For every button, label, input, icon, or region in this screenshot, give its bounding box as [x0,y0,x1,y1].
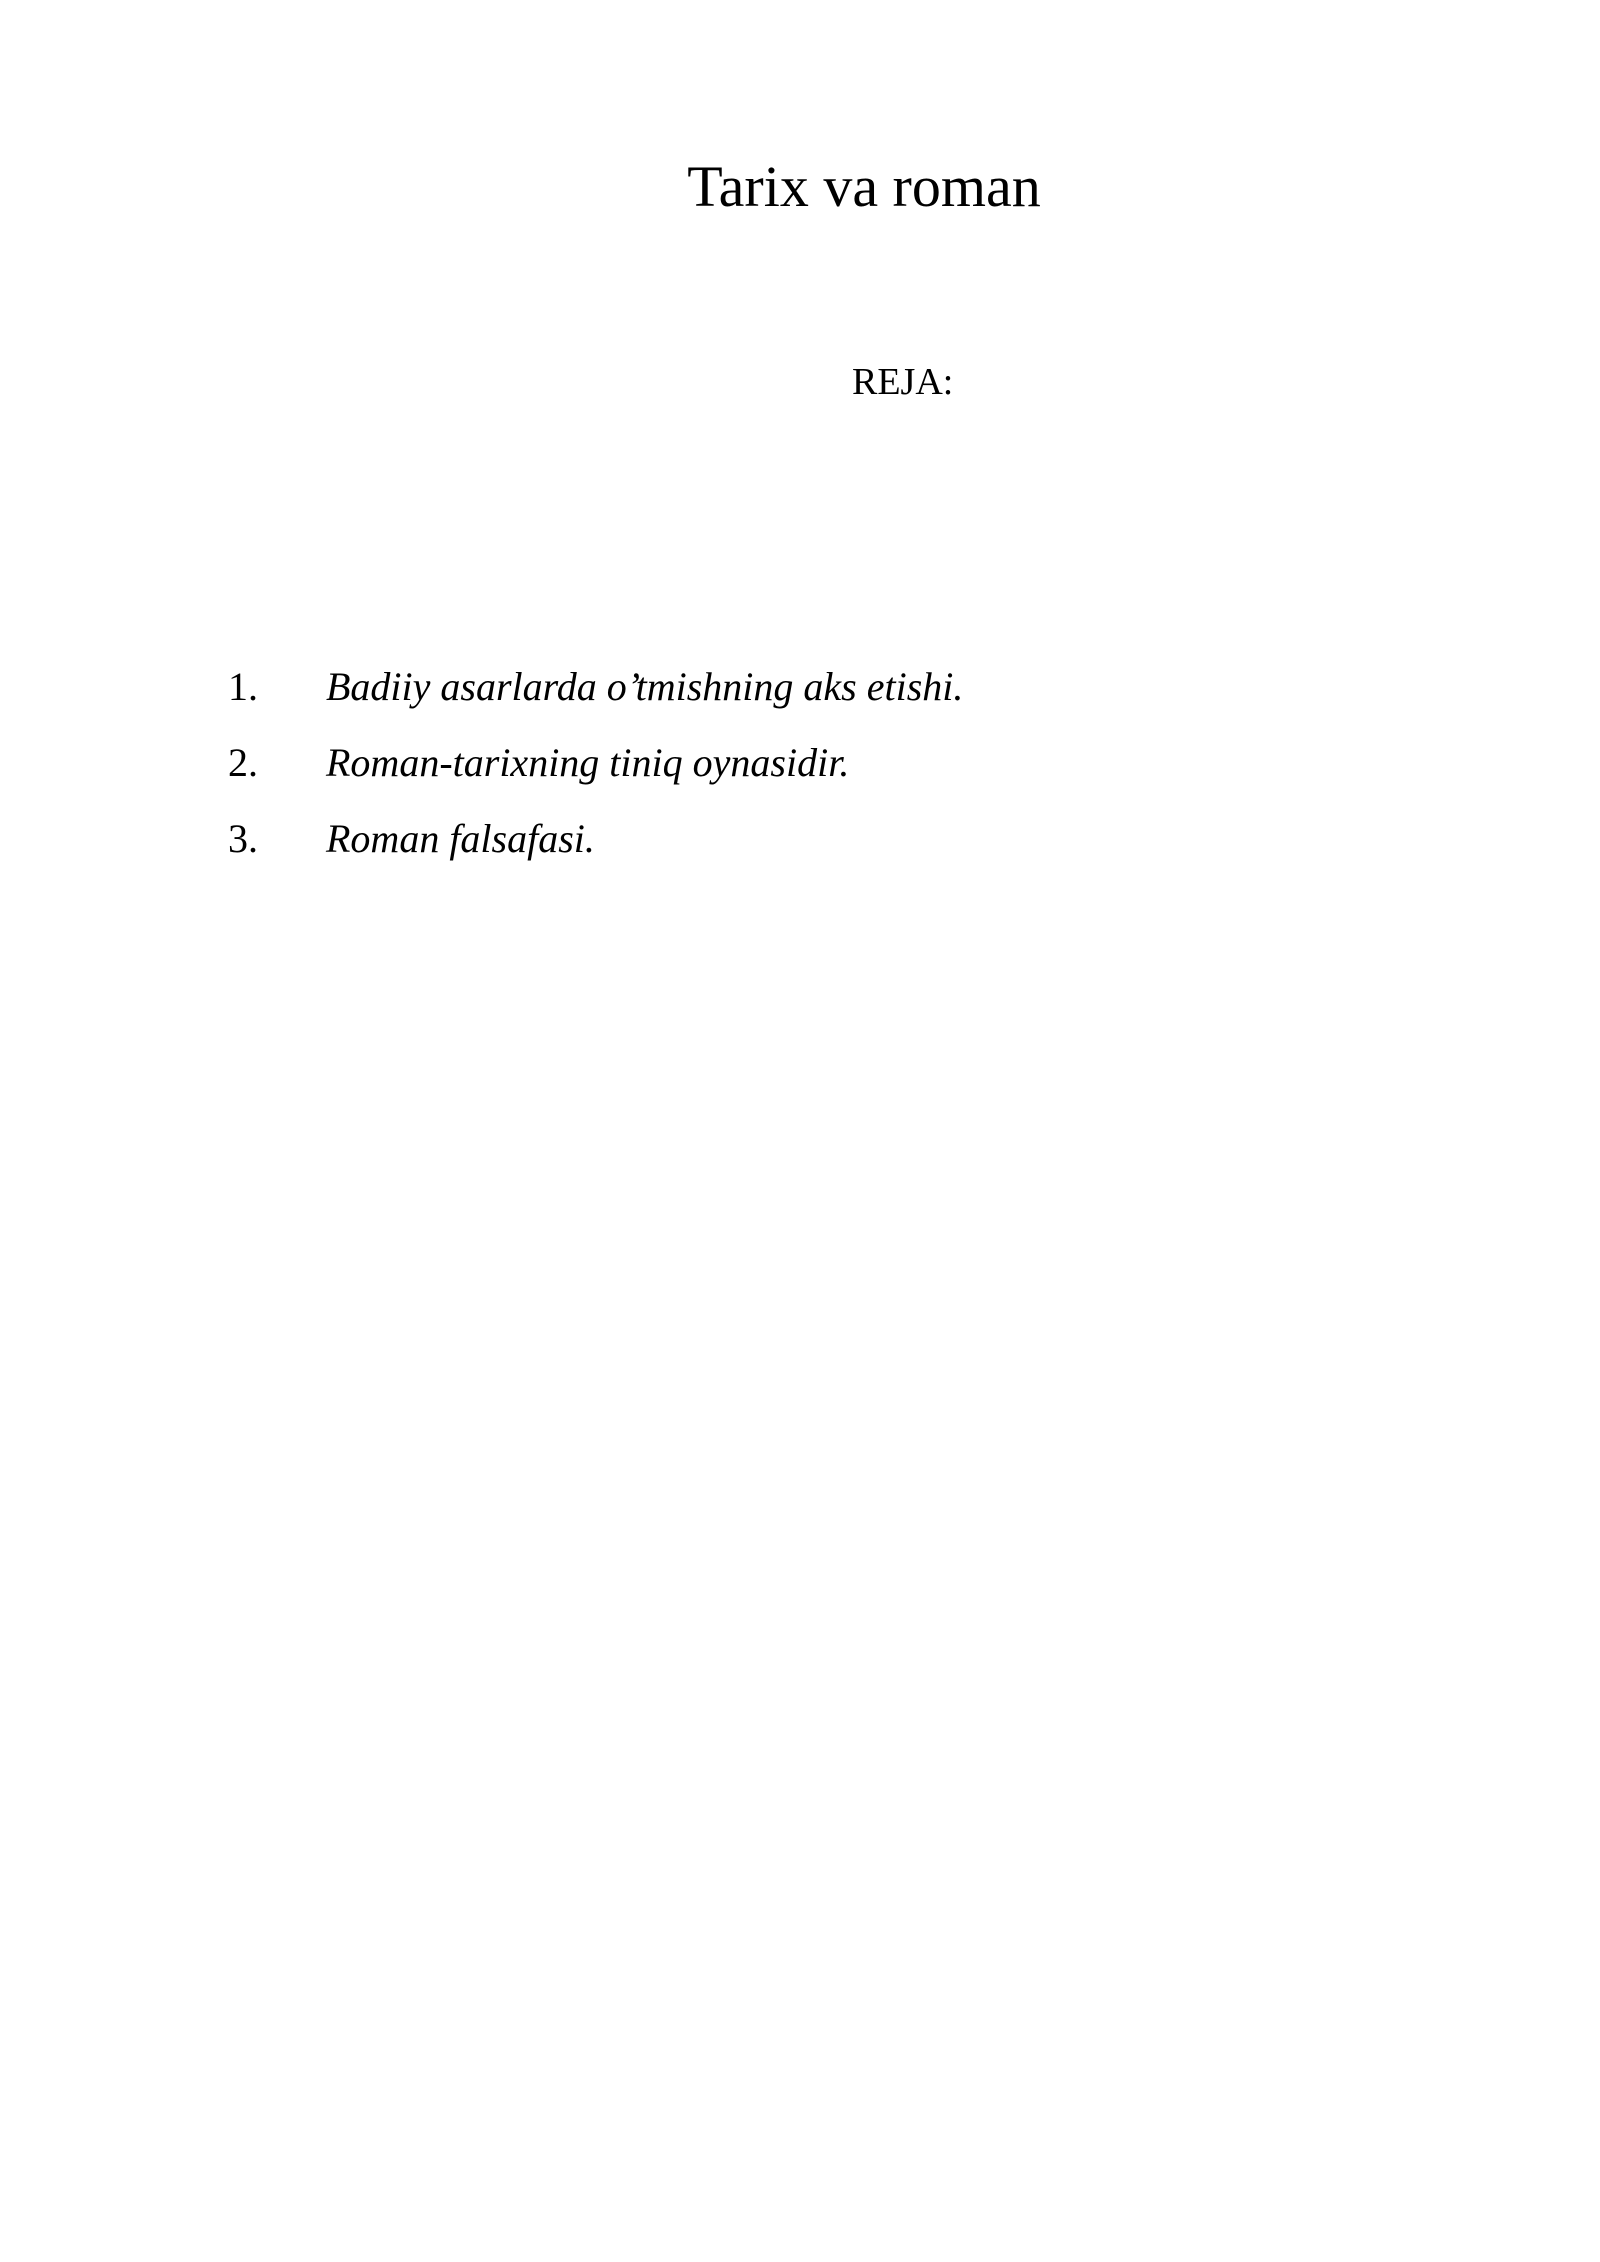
plan-heading: REJA: [852,361,954,403]
document-title: Tarix va roman [687,154,1041,219]
plan-item-text: Roman falsafasi. [326,816,595,861]
plan-item-text: Roman-tarixning tiniq oynasidir. [326,740,850,785]
plan-item-number: 2. [228,740,258,785]
plan-item-number: 3. [228,816,258,861]
plan-item-number: 1. [228,664,258,709]
plan-item-text: Badiiy asarlarda o’tmishning aks etishi. [326,664,964,709]
